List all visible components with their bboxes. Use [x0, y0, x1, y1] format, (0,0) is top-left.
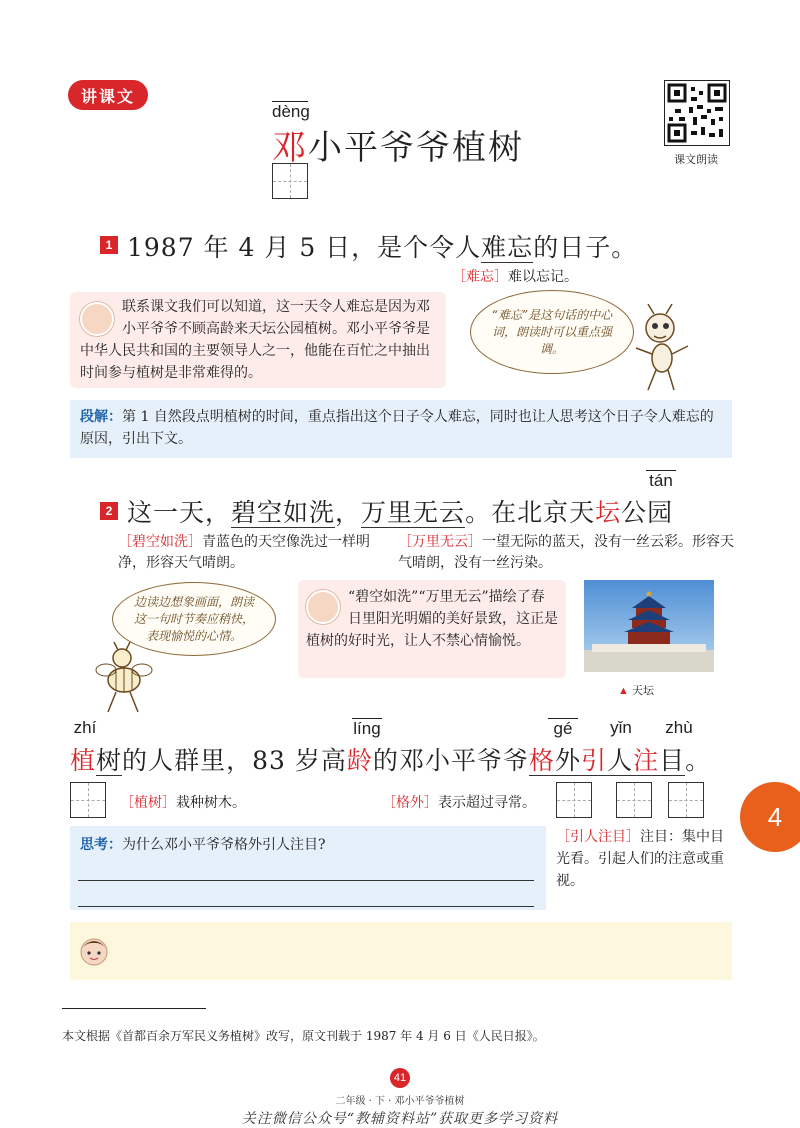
qr-caption: 课文朗读 — [674, 153, 718, 166]
think-question-box: 思考：为什么邓小平爷爷格外引人注目? — [70, 826, 546, 910]
footnote-divider — [62, 1008, 206, 1009]
footnote: 本文根据《首都百余万军民义务植树》改写，原文刊载于 1987 年 4 月 6 日《人民日报》。 — [62, 1029, 545, 1043]
word-explanation: ［格外］表示超过寻常。 — [382, 795, 536, 811]
reading-tip-bubble: “难忘”是这句话的中心词，朗读时可以重点强调。 — [470, 290, 634, 374]
paragraph-summary: 段解：第 1 自然段点明植树的时间，重点指出这个日子令人难忘，同时也让人思考这个日子令人难忘的原因，引出下文。 — [70, 400, 732, 458]
writing-grid[interactable] — [556, 782, 592, 818]
writing-grid[interactable] — [616, 782, 652, 818]
footer-watermark: 关注微信公众号“教辅资料站”获取更多学习资料 — [241, 1111, 559, 1127]
title-highlight-char: 邓 — [272, 128, 308, 168]
answer-line[interactable] — [78, 906, 534, 907]
word-explanation: ［万里无云］一望无际的蓝天，没有一丝云彩。形容天气晴朗，没有一丝污染。 — [398, 534, 734, 571]
triangle-icon: ▲ — [618, 685, 629, 697]
page-number: 41 — [390, 1068, 410, 1088]
writing-grid[interactable] — [272, 163, 308, 199]
keyword-nanwang: 难忘 — [481, 233, 534, 262]
notes-box[interactable] — [70, 922, 732, 980]
keyword-bikongruxi: 碧空如洗 — [231, 498, 336, 527]
pinyin-zhu: zhù — [665, 718, 693, 737]
keyword-wanliwuyun: 万里无云 — [361, 498, 466, 527]
word-explanation: ［植树］栽种树木。 — [120, 795, 246, 811]
paragraph-number: 2 — [100, 502, 118, 520]
word-explanation: ［难忘］难以忘记。 — [452, 269, 578, 285]
footer-info: 二年级 · 下 · 邓小平爷爷植树 — [335, 1096, 465, 1107]
temple-of-heaven-photo — [584, 580, 714, 672]
teacher-note: “碧空如洗”“万里无云”描绘了春日里阳光明媚的美好景致，这正是植树的好时光，让人不禁心情愉悦。 — [298, 580, 566, 678]
photo-caption: ▲ 天坛 — [618, 685, 654, 697]
teacher-note: 联系课文我们可以知道，这一天令人难忘是因为邓小平爷爷不顾高龄来天坛公园植树。邓小平爷爷是中华人民共和国的主要领导人之一，他能在百忙之中抽出时间参与植树是非常难得的。 — [70, 292, 446, 388]
pinyin-tan: tán — [646, 470, 676, 491]
title-pinyin: dèng — [272, 102, 310, 121]
paragraph-number: 1 — [100, 236, 118, 254]
word-explanation: ［碧空如洗］青蓝色的天空像洗过一样明净，形容天气晴朗。 — [118, 534, 370, 571]
answer-line[interactable] — [78, 880, 534, 881]
writing-grid[interactable] — [668, 782, 704, 818]
pinyin-ling: líng — [353, 719, 381, 738]
ant-cartoon-icon — [628, 304, 698, 394]
reading-tip-bubble: 边读边想象画面，朗读这一句时节奏应稍快，表现愉悦的心情。 — [112, 582, 276, 656]
highlight-char-tan: 坛 — [595, 498, 622, 527]
pinyin-ge: gé — [548, 718, 578, 739]
section-badge: 讲课文 — [68, 80, 148, 110]
writing-grid[interactable] — [70, 782, 106, 818]
pinyin-yin: yǐn — [610, 718, 632, 737]
page-title — [272, 120, 524, 169]
paragraph-2-continued-text: 植树的人群里，83 岁高龄的邓小平爷爷格外引人注目。 — [70, 746, 712, 775]
bee-cartoon-icon — [88, 640, 158, 716]
paragraph-1-text: 1987 年 4 月 5 日，是个令人难忘的日子。 — [127, 233, 638, 262]
girl-avatar-icon — [306, 590, 340, 624]
girl-avatar-icon — [80, 302, 114, 336]
boy-avatar-icon — [78, 934, 110, 968]
title-text: 小平爷爷植树 — [308, 128, 524, 168]
paragraph-2-text: 这一天，碧空如洗，万里无云。在北京天坛公园 — [127, 498, 674, 527]
qr-code-icon[interactable] — [664, 80, 730, 146]
pinyin-zhi: zhí — [73, 718, 97, 737]
word-explanation: ［引人注目］注目：集中目光看。引起人们的注意或重视。 — [556, 829, 724, 889]
unit-number-tab[interactable]: 4 — [740, 782, 800, 852]
